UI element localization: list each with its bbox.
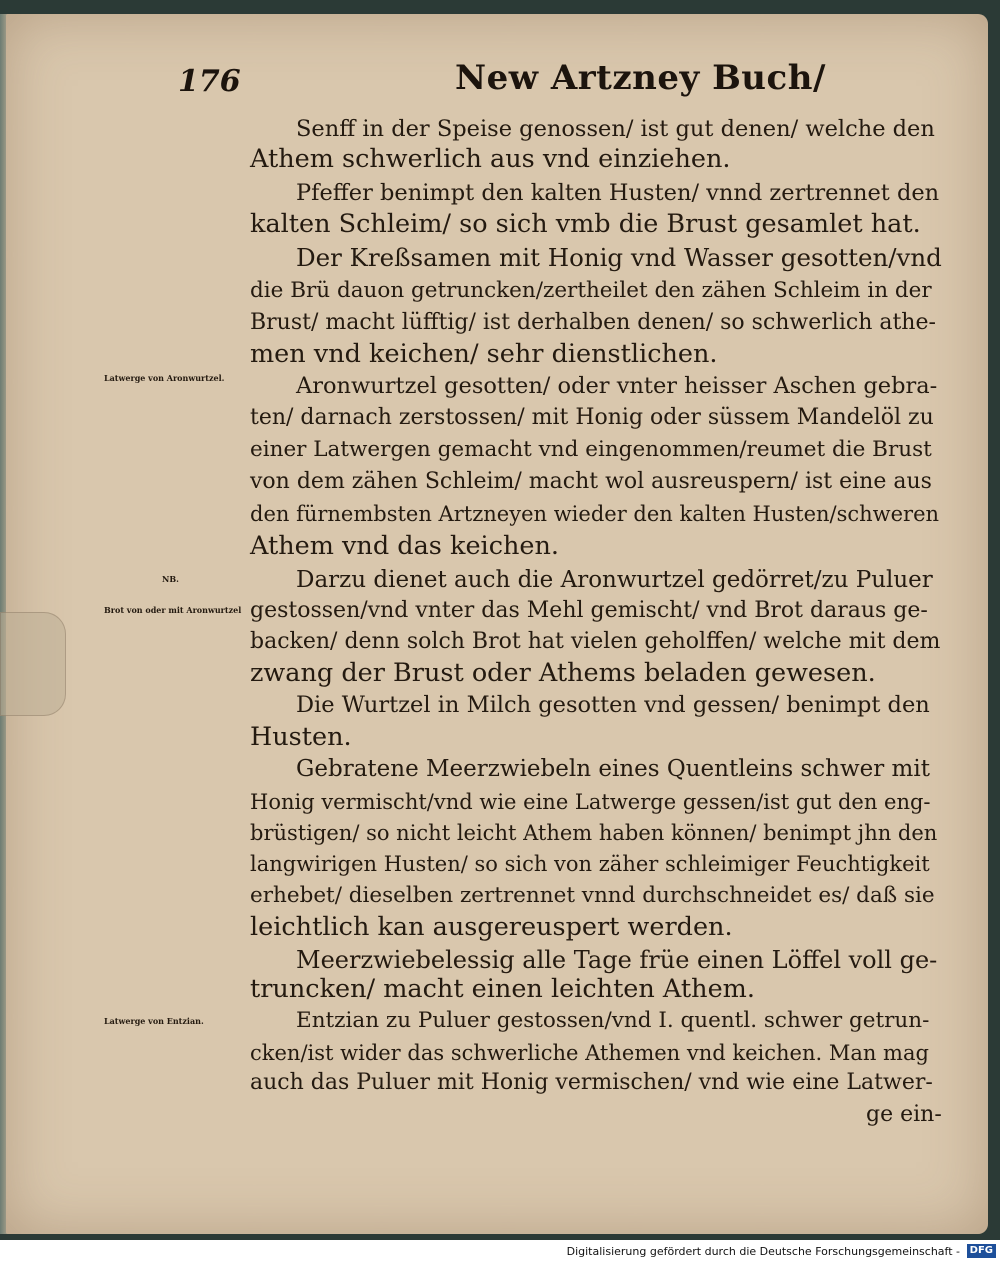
body-line: Athem schwerlich aus vnd einziehen.: [250, 144, 731, 174]
margin-note-nb: NB.: [162, 574, 179, 584]
margin-note-latwerge-entzian: Latwerge von Entzian.: [104, 1016, 204, 1026]
body-line: truncken/ macht einen leichten Athem.: [250, 974, 755, 1004]
body-line: die Brü dauon getruncken/zertheilet den zähen Schleim in der: [250, 278, 932, 303]
body-line: auch das Puluer mit Honig vermischen/ vnd wie eine Latwer-: [250, 1070, 933, 1095]
body-line: men vnd keichen/ sehr dienstlichen.: [250, 339, 718, 369]
body-line: backen/ denn solch Brot hat vielen geholffen/ welche mit dem: [250, 629, 941, 654]
body-line: Gebratene Meerzwiebeln eines Quentleins schwer mit: [296, 756, 930, 782]
body-line: Entzian zu Puluer gestossen/vnd I. quentl. schwer getrun-: [296, 1008, 930, 1033]
body-line: Die Wurtzel in Milch gesotten vnd gessen/ benimpt den: [296, 692, 930, 718]
body-line: ten/ darnach zerstossen/ mit Honig oder süssem Mandelöl zu: [250, 405, 934, 430]
body-line: kalten Schleim/ so sich vmb die Brust gesamlet hat.: [250, 209, 921, 239]
body-line: Brust/ macht lüfftig/ ist derhalben denen/ so schwerlich athe-: [250, 310, 936, 335]
running-title: New Artzney Buch/: [455, 58, 826, 98]
body-line: Aronwurtzel gesotten/ oder vnter heisser Aschen gebra-: [296, 373, 938, 399]
body-line: den fürnembsten Artzneyen wieder den kalten Husten/schweren: [250, 502, 940, 526]
body-line: cken/ist wider das schwerliche Athemen vnd keichen. Man mag: [250, 1041, 929, 1065]
body-line: Darzu dienet auch die Aronwurtzel gedörret/zu Puluer: [296, 567, 933, 593]
body-line: leichtlich kan ausgereuspert werden.: [250, 912, 733, 942]
body-line: von dem zähen Schleim/ macht wol ausreuspern/ ist eine aus: [250, 469, 932, 494]
body-line: einer Latwergen gemacht vnd eingenommen/reumet die Brust: [250, 437, 932, 462]
margin-note-brot: Brot von oder mit Aronwurtzel: [104, 605, 242, 615]
body-line: Honig vermischt/vnd wie eine Latwerge gessen/ist gut den eng-: [250, 790, 931, 814]
body-line: Husten.: [250, 722, 352, 752]
body-line: erhebet/ dieselben zertrennet vnnd durchschneidet es/ daß sie: [250, 883, 935, 908]
body-line: Pfeffer benimpt den kalten Husten/ vnnd zertrennet den: [296, 180, 940, 206]
page-header: [0, 58, 1000, 108]
body-line: Meerzwiebelessig alle Tage früe einen Löffel voll ge-: [296, 946, 938, 974]
body-line: Athem vnd das keichen.: [250, 531, 560, 561]
page-clip: [0, 612, 66, 716]
margin-note-latwerge-aronwurtzel: Latwerge von Aronwurtzel.: [104, 373, 225, 383]
catchword: ge ein-: [866, 1102, 942, 1127]
digitization-credit: Digitalisierung gefördert durch die Deutsche Forschungsgemeinschaft -: [566, 1245, 960, 1258]
body-line: brüstigen/ so nicht leicht Athem haben können/ benimpt jhn den: [250, 821, 938, 845]
body-line: Senff in der Speise genossen/ ist gut denen/ welche den: [296, 116, 935, 142]
body-line: gestossen/vnd vnter das Mehl gemischt/ vnd Brot daraus ge-: [250, 598, 928, 623]
page-number: 176: [178, 64, 241, 99]
body-line: langwirigen Husten/ so sich von zäher schleimiger Feuchtigkeit: [250, 852, 930, 876]
body-line: zwang der Brust oder Athems beladen gewesen.: [250, 658, 876, 688]
dfg-logo: DFG: [967, 1244, 996, 1258]
body-line: Der Kreßsamen mit Honig vnd Wasser gesotten/vnd: [296, 243, 942, 272]
